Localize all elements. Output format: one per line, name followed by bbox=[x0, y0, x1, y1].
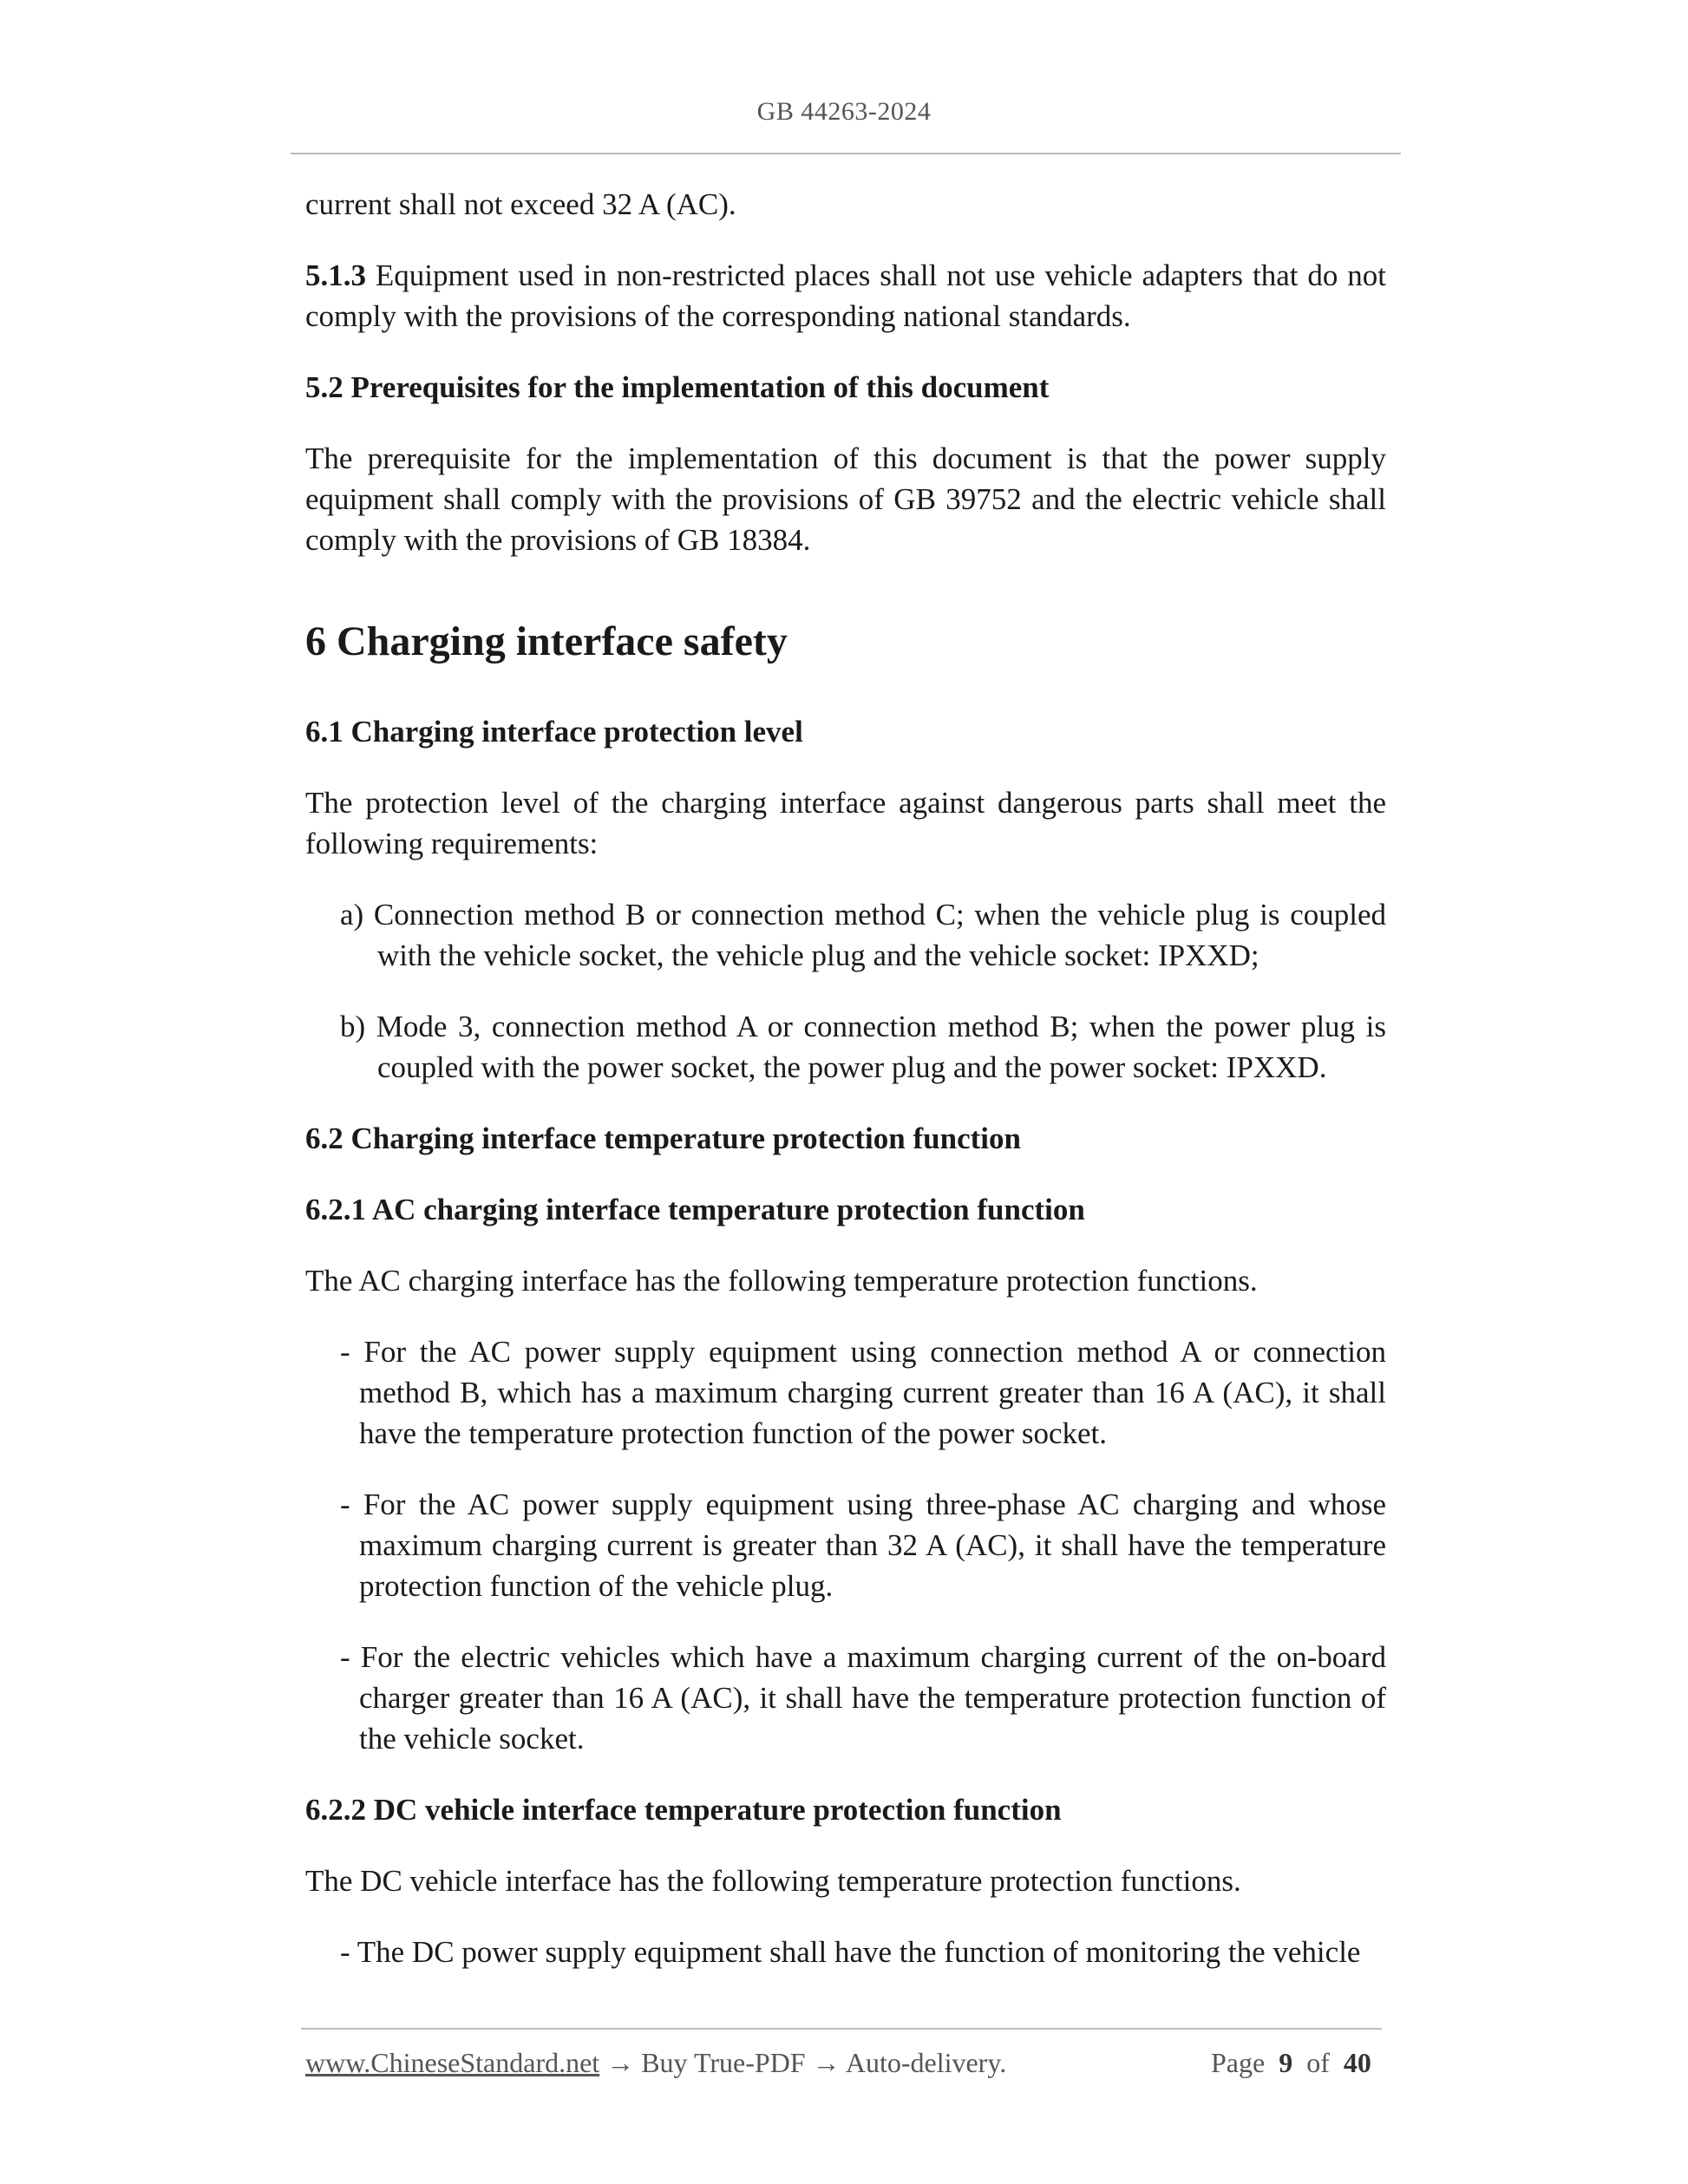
heading-6: 6 Charging interface safety bbox=[305, 618, 788, 664]
paragraph-continuation: current shall not exceed 32 A (AC). bbox=[305, 187, 736, 221]
clause-text: Equipment used in non-restricted places shall not use vehicle adapters that do not comply with the provisions of the corresponding national standards. bbox=[305, 258, 1386, 333]
heading-6-2-1: 6.2.1 AC charging interface temperature protection function bbox=[305, 1193, 1085, 1226]
clause-number: 5.1.3 bbox=[305, 258, 366, 292]
document-body bbox=[305, 184, 1386, 1972]
current-page: 9 bbox=[1279, 2047, 1293, 2078]
paragraph-5-2: The prerequisite for the implementation of this document is that the power supply equipment shall comply with the provisions of GB 39752 and the electric vehicle shall comply with the provisions of GB 18384. bbox=[305, 441, 1386, 557]
list-item: - For the electric vehicles which have a maximum charging current of the on-board charger greater than 16 A (AC), it shall have the temperature protection function of the vehicle socket. bbox=[340, 1640, 1386, 1756]
list-item: a) Connection method B or connection method C; when the vehicle plug is coupled with the vehicle socket, the vehicle plug and the vehicle socket: IPXXD; bbox=[340, 898, 1386, 972]
document-id-header: GB 44263-2024 bbox=[756, 97, 932, 126]
paragraph-6-1: The protection level of the charging interface against dangerous parts shall meet the following requirements: bbox=[305, 786, 1386, 860]
paragraph-6-2-2: The DC vehicle interface has the following temperature protection functions. bbox=[305, 1864, 1241, 1898]
heading-6-1: 6.1 Charging interface protection level bbox=[305, 715, 803, 749]
arrow-icon: → bbox=[805, 2047, 846, 2078]
heading-6-2-2: 6.2.2 DC vehicle interface temperature protection function bbox=[305, 1793, 1062, 1827]
buy-text: Buy True-PDF bbox=[641, 2047, 806, 2078]
page-indicator bbox=[1211, 2047, 1371, 2079]
paragraph-6-2-1: The AC charging interface has the following temperature protection functions. bbox=[305, 1264, 1258, 1298]
heading-6-2: 6.2 Charging interface temperature protection function bbox=[305, 1121, 1021, 1155]
list-item: - The DC power supply equipment shall have the function of monitoring the vehicle bbox=[340, 1935, 1361, 1969]
list-item: - For the AC power supply equipment using connection method A or connection method B, which has a maximum charging current greater than 16 A (AC), it shall have the temperature protection function of the power socket. bbox=[340, 1335, 1386, 1450]
arrow-icon: → bbox=[599, 2047, 642, 2078]
heading-5-2: 5.2 Prerequisites for the implementation of this document bbox=[305, 370, 1050, 404]
clause-5-1-3 bbox=[305, 255, 1386, 337]
list-item: - For the AC power supply equipment using three-phase AC charging and whose maximum charging current is greater than 32 A (AC), it shall have the temperature protection function of the vehicle plug. bbox=[340, 1488, 1386, 1603]
header-divider bbox=[291, 153, 1401, 154]
site-link[interactable]: www.ChineseStandard.net bbox=[305, 2047, 600, 2078]
page-label: Page bbox=[1211, 2047, 1266, 2078]
of-label: of bbox=[1306, 2047, 1330, 2078]
delivery-text: Auto-delivery. bbox=[845, 2047, 1007, 2078]
footer-promo bbox=[305, 2047, 1006, 2079]
list-item: b) Mode 3, connection method A or connection method B; when the power plug is coupled with the power socket, the power plug and the power socket: IPXXD. bbox=[340, 1010, 1386, 1084]
footer-divider bbox=[301, 2028, 1382, 2030]
total-pages: 40 bbox=[1343, 2047, 1371, 2078]
